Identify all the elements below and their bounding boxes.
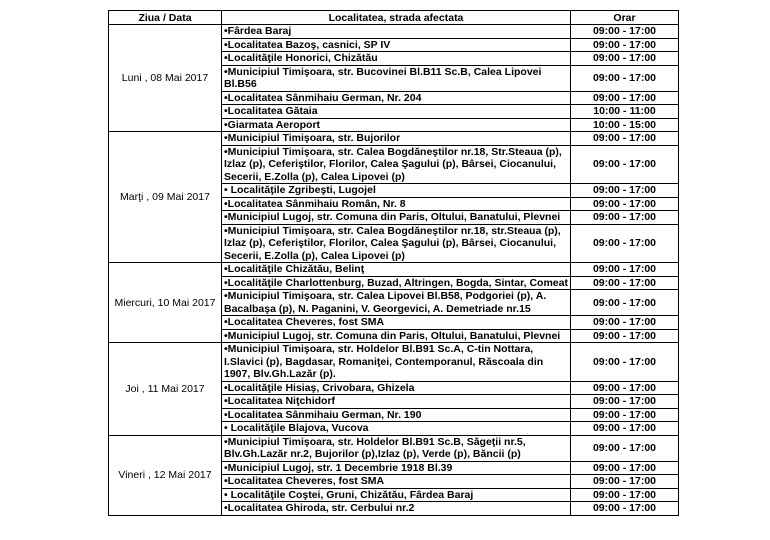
time-cell: 09:00 - 17:00 (571, 25, 679, 39)
time-cell: 09:00 - 17:00 (571, 38, 679, 52)
time-cell: 09:00 - 17:00 (571, 395, 679, 409)
location-cell: •Localitatea Ghiroda, str. Cerbului nr.2 (222, 502, 571, 516)
location-cell: •Municipiul Timişoara, str. Calea Bogdăneştilor nr.18, Str.Steaua (p), Izlaz (p), Ceferiştilor, Florilor, Calea Şagului (p), Bârsei, Ciocanului, Secerii, E.Zolla (p), Calea Lipovei (p) (222, 145, 571, 184)
location-cell: •Municipiul Timişoara, str. Holdelor Bl.B91 Sc.B, Săgeţii nr.5, Blv.Gh.Lazăr nr.2, Bujorilor (p),Izlaz (p), Verde (p), Băncii (p) (222, 435, 571, 461)
time-cell: 09:00 - 17:00 (571, 145, 679, 184)
day-cell: Vineri , 12 Mai 2017 (109, 435, 222, 515)
location-cell: •Localitatea Sânmihaiu Român, Nr. 8 (222, 197, 571, 211)
location-cell: •Localităţile Charlottenburg, Buzad, Altringen, Bogda, Sintar, Comeat (222, 276, 571, 290)
time-cell: 10:00 - 11:00 (571, 105, 679, 119)
time-cell: 10:00 - 15:00 (571, 118, 679, 132)
table-row (109, 132, 679, 146)
location-cell: •Municipiul Lugoj, str. 1 Decembrie 1918 Bl.39 (222, 461, 571, 475)
table-row (109, 343, 679, 382)
time-cell: 09:00 - 17:00 (571, 435, 679, 461)
day-cell: Miercuri, 10 Mai 2017 (109, 263, 222, 343)
day-cell: Joi , 11 Mai 2017 (109, 343, 222, 436)
table-body (109, 25, 679, 516)
location-cell: •Localitatea Cheveres, fost SMA (222, 316, 571, 330)
time-cell: 09:00 - 17:00 (571, 91, 679, 105)
location-cell: •Localitatea Gătaia (222, 105, 571, 119)
location-cell: •Localitatea Sânmihaiu German, Nr. 190 (222, 408, 571, 422)
time-cell: 09:00 - 17:00 (571, 329, 679, 343)
time-cell: 09:00 - 17:00 (571, 263, 679, 277)
table-header-row (109, 11, 679, 25)
day-cell: Marţi , 09 Mai 2017 (109, 132, 222, 263)
location-cell: • Localităţile Blajova, Vucova (222, 422, 571, 436)
location-cell: • Localităţile Zgribeşti, Lugojel (222, 184, 571, 198)
time-cell: 09:00 - 17:00 (571, 422, 679, 436)
location-cell: •Municipiul Timişoara, str. Calea Lipovei Bl.B58, Podgoriei (p), A. Bacalbaşa (p), N. Paganini, V. Georgevici, A. Demetriade nr.15 (222, 290, 571, 316)
location-cell: •Municipiul Timişoara, str. Bujorilor (222, 132, 571, 146)
table-row (109, 435, 679, 461)
location-cell: •Localităţile Hisiaş, Crivobara, Ghizela (222, 381, 571, 395)
time-cell: 09:00 - 17:00 (571, 488, 679, 502)
location-cell: • Localităţile Coştei, Gruni, Chizătău, Fârdea Baraj (222, 488, 571, 502)
location-cell: •Municipiul Timişoara, str. Calea Bogdăneştilor nr.18, str.Steaua (p), Izlaz (p), Ceferiştilor, Florilor, Calea Şagului (p), Bârsei, Ciocanului, Secerii, E.Zolla (p), Calea Lipovei (p) (222, 224, 571, 263)
location-cell: •Localităţile Honorici, Chizătău (222, 52, 571, 66)
table-row (109, 25, 679, 39)
time-cell: 09:00 - 17:00 (571, 475, 679, 489)
time-cell: 09:00 - 17:00 (571, 52, 679, 66)
location-cell: •Municipiul Timişoara, str. Holdelor Bl.B91 Sc.A, C-tin Nottara, I.Slavici (p), Bagdasar, Romaniţei, Contemporanul, Răscoala din 1907, Blv.Gh.Lazăr (p). (222, 343, 571, 382)
time-cell: 09:00 - 17:00 (571, 276, 679, 290)
time-cell: 09:00 - 17:00 (571, 224, 679, 263)
location-cell: •Municipiul Lugoj, str. Comuna din Paris, Oltului, Banatului, Plevnei (222, 329, 571, 343)
location-cell: •Municipiul Timişoara, str. Bucovinei Bl.B11 Sc.B, Calea Lipovei Bl.B56 (222, 65, 571, 91)
location-cell: •Giarmata Aeroport (222, 118, 571, 132)
location-cell: •Localitatea Bazoş, casnici, SP IV (222, 38, 571, 52)
time-cell: 09:00 - 17:00 (571, 316, 679, 330)
time-cell: 09:00 - 17:00 (571, 461, 679, 475)
header-location: Localitatea, strada afectata (222, 11, 571, 25)
location-cell: •Localitatea Cheveres, fost SMA (222, 475, 571, 489)
day-cell: Luni , 08 Mai 2017 (109, 25, 222, 132)
time-cell: 09:00 - 17:00 (571, 408, 679, 422)
time-cell: 09:00 - 17:00 (571, 65, 679, 91)
time-cell: 09:00 - 17:00 (571, 502, 679, 516)
time-cell: 09:00 - 17:00 (571, 343, 679, 382)
location-cell: •Localitatea Sânmihaiu German, Nr. 204 (222, 91, 571, 105)
time-cell: 09:00 - 17:00 (571, 132, 679, 146)
time-cell: 09:00 - 17:00 (571, 211, 679, 225)
time-cell: 09:00 - 17:00 (571, 381, 679, 395)
location-cell: •Municipiul Lugoj, str. Comuna din Paris, Oltului, Banatului, Plevnei (222, 211, 571, 225)
header-time: Orar (571, 11, 679, 25)
table-row (109, 263, 679, 277)
schedule-table (108, 10, 679, 516)
location-cell: •Fârdea Baraj (222, 25, 571, 39)
time-cell: 09:00 - 17:00 (571, 184, 679, 198)
time-cell: 09:00 - 17:00 (571, 197, 679, 211)
time-cell: 09:00 - 17:00 (571, 290, 679, 316)
header-day: Ziua / Data (109, 11, 222, 25)
location-cell: •Localitatea Niţchidorf (222, 395, 571, 409)
location-cell: •Localităţile Chizătău, Belinţ (222, 263, 571, 277)
